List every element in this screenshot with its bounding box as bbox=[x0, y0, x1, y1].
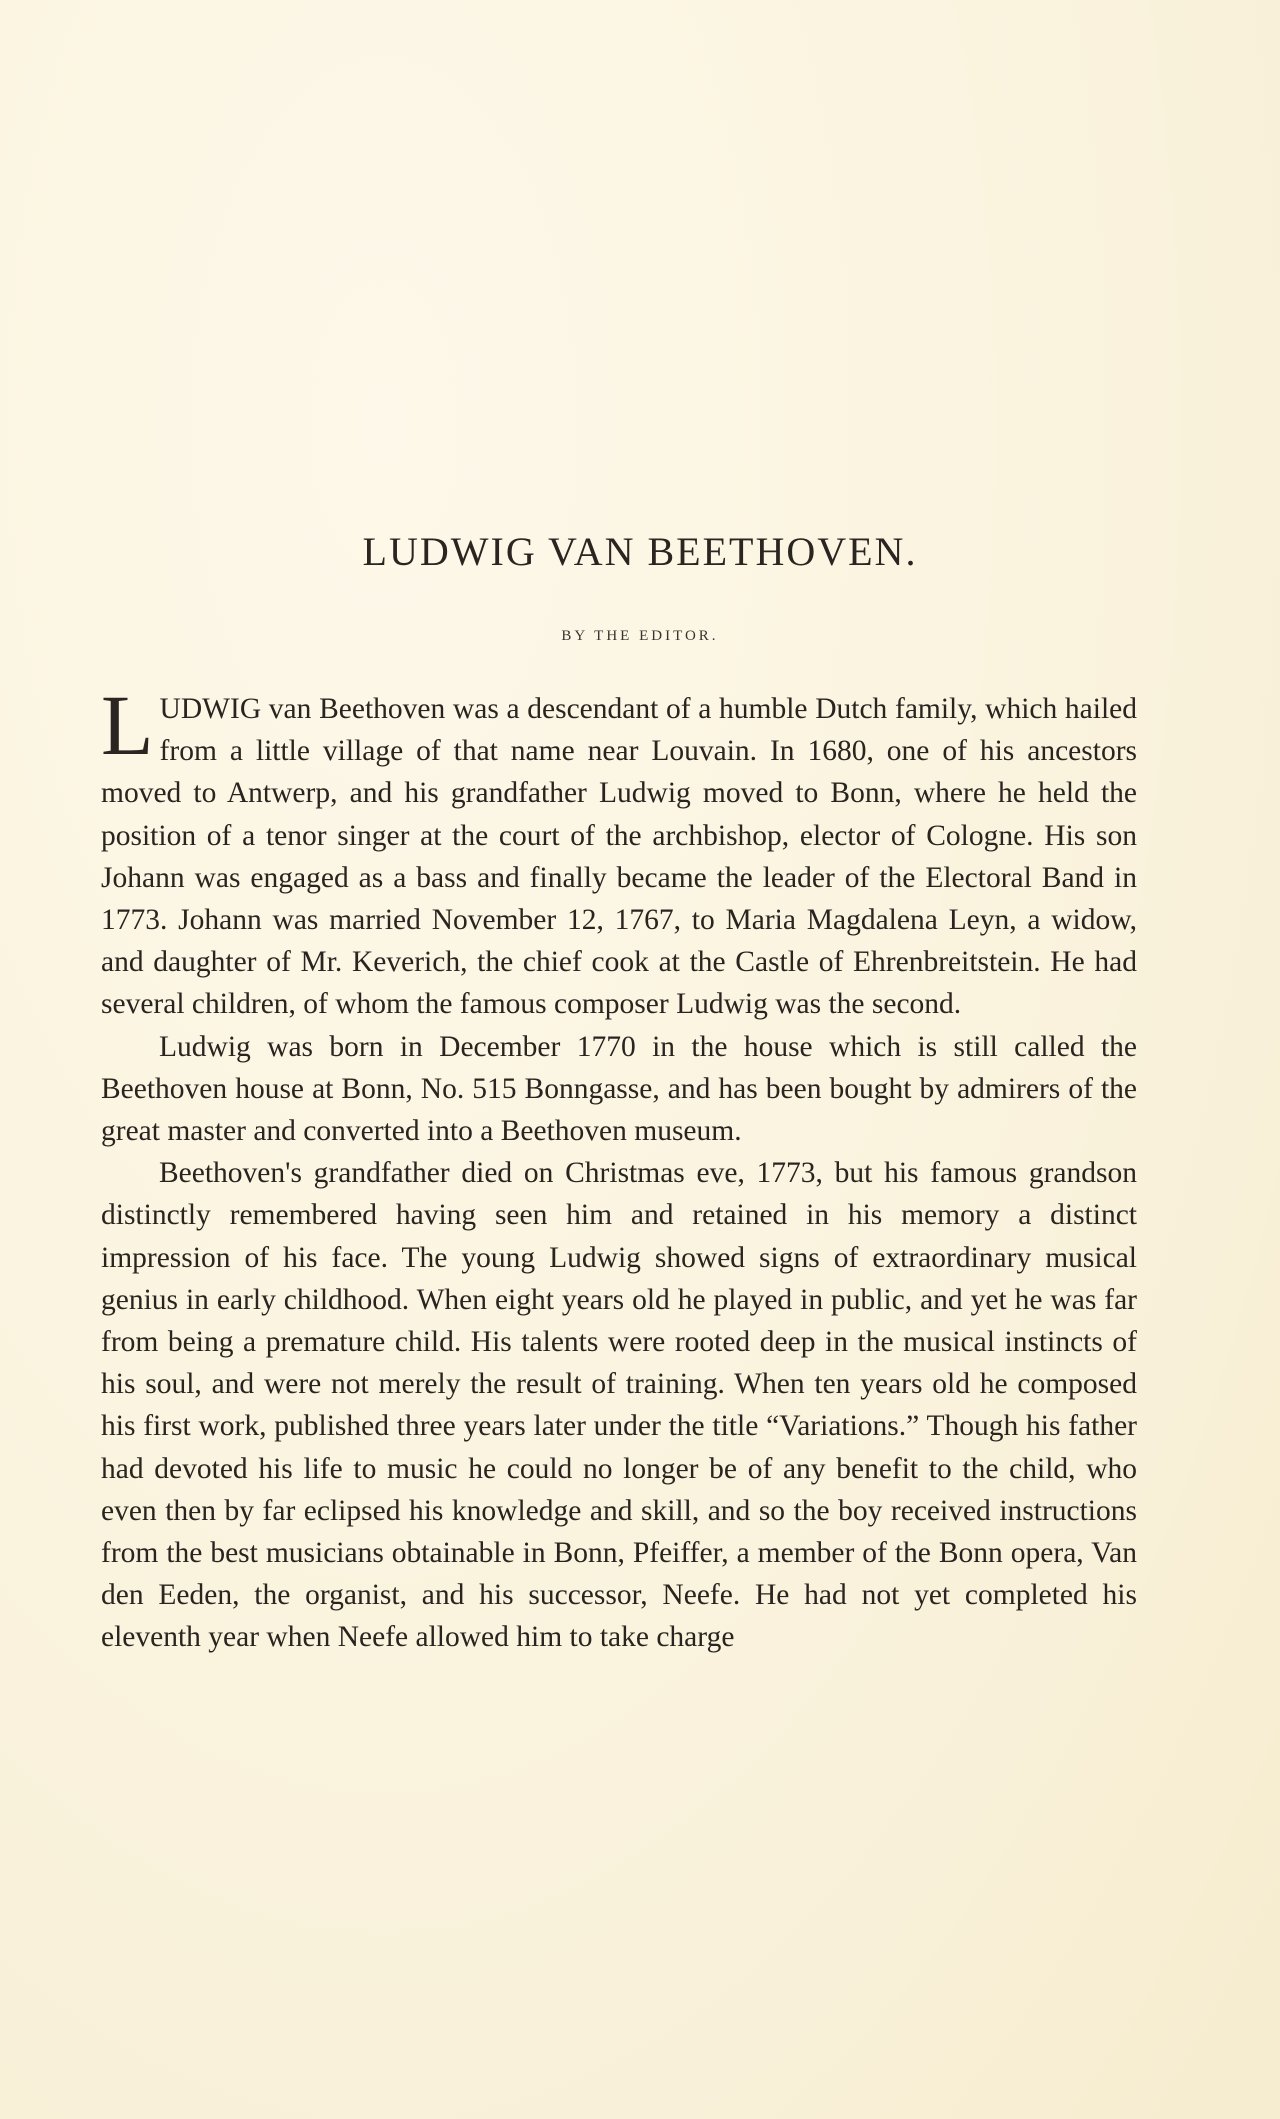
article-title: LUDWIG VAN BEETHOVEN. bbox=[362, 529, 918, 574]
paragraph-1-text: UDWIG van Beethoven was a descendant of a humble Dutch family, which hailed from a little village of that name near Louvain. In 1680, one of his ancestors moved to Antwerp, and his grandfather Ludwig moved to Bonn, where he held the position of a tenor singer at the court of the archbishop, elector of Cologne. His son Johann was engaged as a bass and finally became the leader of the Electoral Band in 1773. Johann was married November 12, 1767, to Maria Magdalena Leyn, a widow, and daughter of Mr. Keverich, the chief cook at the Castle of Ehrenbreitstein. He had several children, of whom the famous composer Ludwig was the second. bbox=[101, 693, 1137, 1021]
article-byline: BY THE EDITOR. bbox=[561, 628, 719, 644]
paragraph-3: Beethoven's grandfather died on Christmas eve, 1773, but his famous grandson distinctly remembered having seen him and retained in his memory a distinct impression of his face. The young Ludwig showed signs of extraordinary musical genius in early childhood. When eight years old he played in public, and yet he was far from being a premature child. His talents were rooted deep in the musical instincts of his soul, and were not merely the result of training. When ten years old he composed his first work, published three years later under the title “Variations.” Though his father had devoted his life to music he could no longer be of any benefit to the child, who even then by far eclipsed his knowledge and skill, and so the boy received instructions from the best musicians obtainable in Bonn, Pfeiffer, a member of the Bonn opera, Van den Eeden, the organist, and his successor, Neefe. He had not yet completed his eleventh year when Neefe allowed him to take charge bbox=[101, 1157, 1137, 1654]
article-body bbox=[101, 677, 1137, 1659]
drop-cap: L bbox=[101, 677, 154, 773]
paragraph-2: Ludwig was born in December 1770 in the house which is still called the Beethoven house at Bonn, No. 515 Bonngasse, and has been bought by admirers of the great master and converted into a Beethoven museum. bbox=[101, 1030, 1137, 1148]
paragraph-1 bbox=[101, 677, 1137, 1026]
